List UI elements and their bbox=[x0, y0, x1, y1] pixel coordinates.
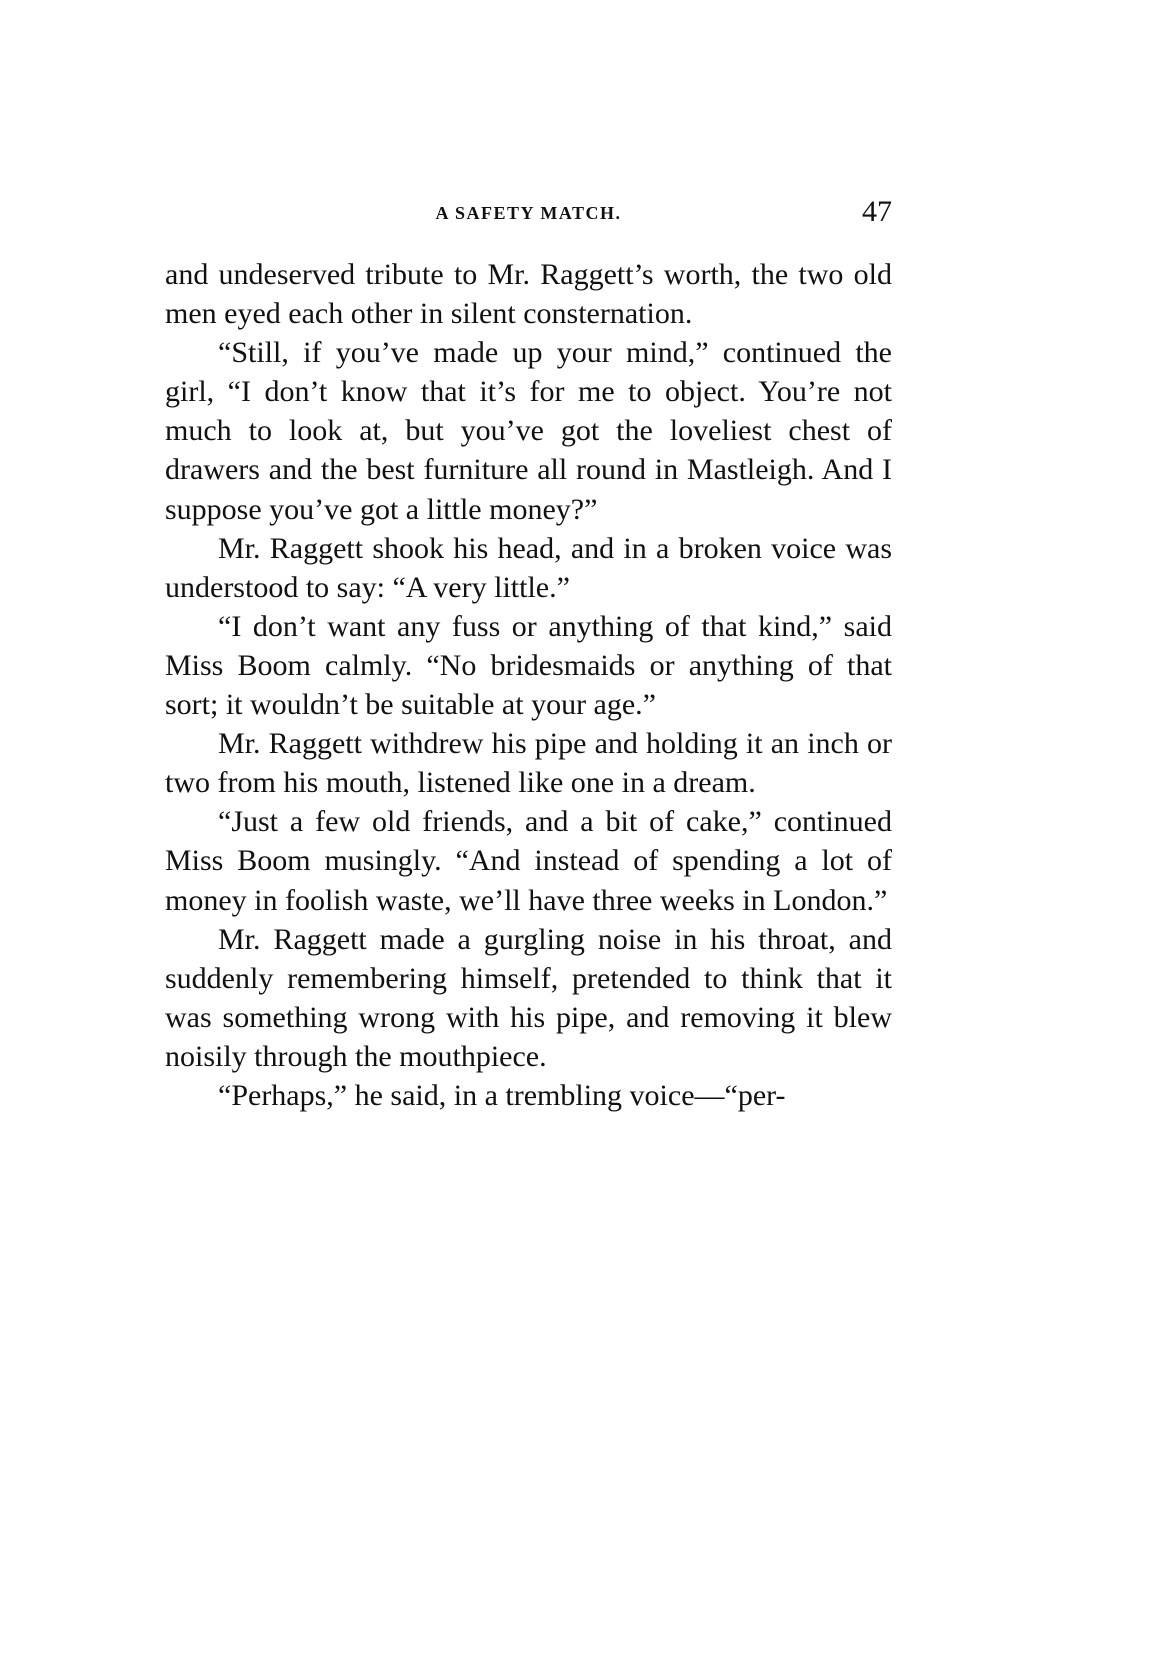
running-title: A SAFETY MATCH. bbox=[435, 203, 622, 223]
paragraph: Mr. Raggett shook his head, and in a broken voice was understood to say: “A very little.” bbox=[165, 531, 892, 604]
running-head bbox=[165, 195, 892, 239]
paragraph: “I don’t want any fuss or anything of that kind,” said Miss Boom calmly. “No bridesmaids or anything of that sort; it wouldn’t be suitable at your age.” bbox=[165, 609, 892, 722]
text-block bbox=[165, 255, 892, 1115]
paragraph: and undeserved tribute to Mr. Raggett’s worth, the two old men eyed each other in silent consternation. bbox=[165, 258, 892, 331]
paragraph: Mr. Raggett withdrew his pipe and holding it an inch or two from his mouth, listened like one in a dream. bbox=[165, 727, 892, 800]
paragraph: “Perhaps,” he said, in a trembling voice—“per- bbox=[218, 1078, 786, 1112]
paragraph: Mr. Raggett made a gurgling noise in his throat, and suddenly remembering himself, pretended to think that it was something wrong with his pipe, and removing it blew noisily through the mouthpiece. bbox=[165, 922, 892, 1073]
page-number: 47 bbox=[862, 195, 892, 228]
paragraph: “Just a few old friends, and a bit of cake,” continued Miss Boom musingly. “And instead of spending a lot of money in foolish waste, we’ll have three weeks in London.” bbox=[165, 805, 892, 917]
paragraph: “Still, if you’ve made up your mind,” continued the girl, “I don’t know that it’s for me to object. You’re not much to look at, but you’ve got the loveliest chest of drawers and the best furniture all round in Mastleigh. And I suppose you’ve got a little money?” bbox=[165, 336, 892, 526]
